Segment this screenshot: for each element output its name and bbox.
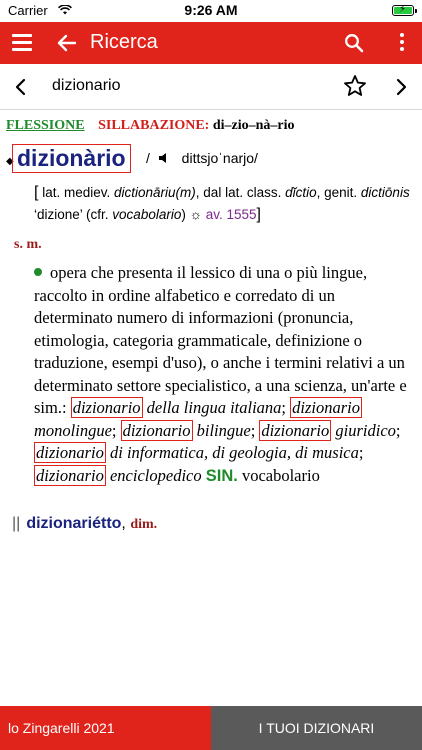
- bullet-icon: [34, 268, 42, 276]
- pron-slash: /: [146, 150, 150, 166]
- example-text: di informatica, di geologia, di musica: [109, 443, 359, 462]
- menu-icon[interactable]: [12, 34, 32, 50]
- example-sep: ;: [358, 443, 364, 462]
- sun-icon: ☼: [189, 207, 202, 222]
- derivative-bar: ||: [12, 515, 21, 532]
- flessione-line: [6, 118, 295, 134]
- diamond-icon: ◆: [6, 156, 14, 167]
- example-sep: ;: [111, 420, 117, 440]
- example-text: monolingue: [34, 420, 112, 440]
- back-arrow-icon[interactable]: [56, 32, 78, 54]
- etym-word: dictiōnis: [360, 185, 410, 200]
- example-keyword[interactable]: dizionario: [36, 465, 104, 485]
- etym-date: av. 1555: [205, 207, 257, 222]
- sillabazione-label: SILLABAZIONE:: [98, 118, 210, 133]
- chevron-left-icon[interactable]: [14, 77, 28, 97]
- synonym-link[interactable]: vocabolario: [241, 465, 320, 485]
- flessione-link[interactable]: FLESSIONE: [6, 118, 85, 133]
- example-text: giuridico: [335, 420, 396, 440]
- example-sep: ;: [281, 398, 287, 417]
- entry-content: [0, 110, 422, 706]
- your-dictionaries-button[interactable]: I TUOI DIZIONARI: [211, 706, 422, 750]
- star-icon[interactable]: [343, 74, 367, 98]
- more-vertical-icon[interactable]: [399, 33, 405, 53]
- pron-text: dittsjoˈnarjo/: [181, 150, 258, 166]
- app-bar: [0, 22, 422, 64]
- search-row: [0, 64, 422, 110]
- part-of-speech: s. m.: [14, 237, 42, 252]
- current-dictionary-button[interactable]: lo Zingarelli 2021: [0, 706, 211, 750]
- etym-text: , dal lat. class.: [195, 185, 282, 200]
- etym-word: vocabolario: [112, 207, 182, 222]
- carrier-label: Carrier: [8, 3, 48, 18]
- derivative-comma: ,: [121, 515, 126, 532]
- etym-text: ): [181, 207, 186, 222]
- example-keyword[interactable]: dizionario: [261, 420, 330, 440]
- derivative-label: dim.: [130, 517, 158, 532]
- status-time: 9:26 AM: [184, 2, 238, 18]
- example-keyword[interactable]: dizionario: [36, 443, 104, 462]
- etym-text: , genit.: [316, 185, 358, 200]
- example-keyword[interactable]: dizionario: [122, 420, 191, 440]
- headword[interactable]: dizionàrio: [12, 144, 131, 173]
- bottom-bar: [0, 706, 422, 750]
- etym-word: dictionāriu(m): [114, 185, 196, 200]
- battery-icon: ⚡: [392, 5, 414, 16]
- example-text: della lingua italiana: [146, 398, 282, 417]
- etym-word: dĭctio: [285, 185, 317, 200]
- example-sep: ;: [250, 420, 256, 440]
- etym-bracket-open: [: [34, 184, 39, 201]
- search-term-field[interactable]: dizionario: [52, 77, 121, 94]
- speaker-icon[interactable]: [158, 152, 172, 164]
- definition-text: opera che presenta il lessico di una o più lingue, raccolto in ordine alfabetico e corredato di un determinato numero di informazioni (pronuncia, etimologia, categoria grammaticale, definizione o traduzione, esempi d'uso), o anche i termini relativi a un determinato settore specialistico, a una scienza, un'arte e sim.:: [34, 263, 407, 417]
- etym-bracket-close: ]: [256, 206, 261, 223]
- example-sep: ;: [395, 420, 401, 440]
- etymology: [34, 182, 414, 226]
- etym-text: lat. mediev.: [42, 185, 111, 200]
- example-text: bilingue: [196, 420, 251, 440]
- sillabazione-value: di–zio–nà–rio: [212, 118, 295, 133]
- page-title: Ricerca: [90, 31, 158, 53]
- synonym-label: SIN.: [205, 466, 238, 485]
- search-icon[interactable]: [344, 33, 364, 53]
- pronunciation: [146, 150, 258, 166]
- status-bar: [0, 0, 422, 22]
- definition: [34, 262, 410, 487]
- example-keyword[interactable]: dizionario: [292, 398, 360, 417]
- derivative-line: [12, 515, 157, 533]
- example-text: enciclopedico: [109, 465, 202, 485]
- chevron-right-icon[interactable]: [394, 77, 408, 97]
- example-keyword[interactable]: dizionario: [72, 398, 141, 417]
- derivative-word[interactable]: dizionariétto: [26, 515, 122, 532]
- etym-text: ‘dizione’ (cfr.: [34, 207, 109, 222]
